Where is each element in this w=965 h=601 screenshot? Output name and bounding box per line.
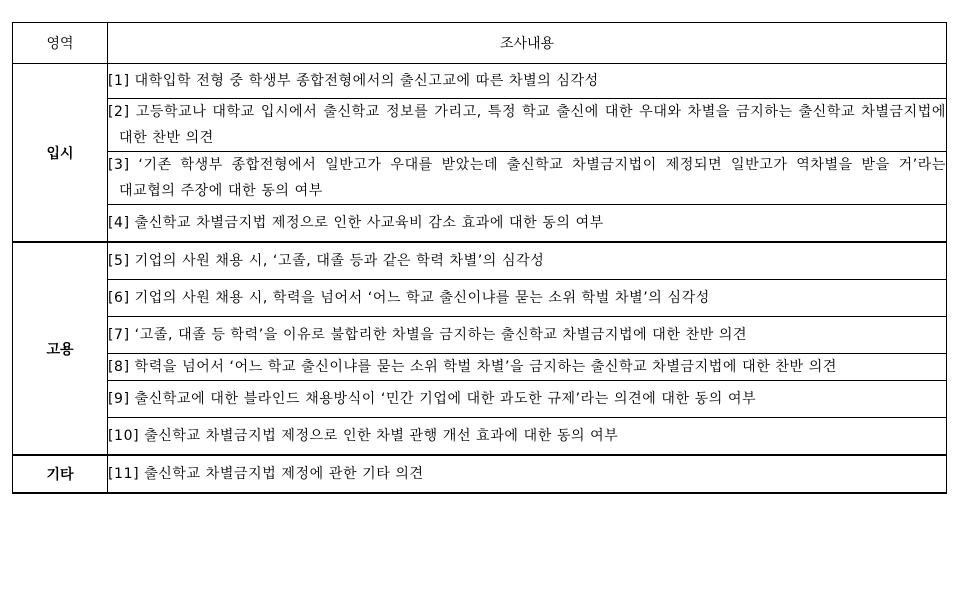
item-cell [108,280,947,317]
header-content: 조사내용 [108,23,947,64]
area-cell-employment: 고용 [13,242,108,455]
table-row [13,317,947,354]
item-cell [108,99,947,152]
table-row [13,242,947,280]
header-area: 영역 [13,23,108,64]
item-cell [108,317,947,354]
table-row [13,381,947,418]
item-cell [108,64,947,99]
table-row [13,64,947,99]
table-row [13,152,947,205]
item-text: [10] 출신학교 차별금지법 제정으로 인한 차별 관행 개선 효과에 대한 동의 여부 [108,428,619,444]
table-row [13,280,947,317]
item-text: [2] 고등학교나 대학교 입시에서 출신학교 정보를 가리고, 특정 학교 출신에 대한 우대와 차별을 금지하는 출신학교 차별금지법에 대한 찬반 의견 [108,104,946,146]
item-text: [6] 기업의 사원 채용 시, 학력을 넘어서 ‘어느 학교 출신이냐를 묻는 소위 학벌 차별’의 심각성 [108,290,710,306]
header-row [13,23,947,64]
item-cell [108,205,947,243]
item-text: [7] ‘고졸, 대졸 등 학력’을 이유로 불합리한 차별을 금지하는 출신학교 차별금지법에 대한 찬반 의견 [108,327,748,343]
item-text: [11] 출신학교 차별금지법 제정에 관한 기타 의견 [108,466,424,482]
table-row [13,205,947,243]
item-cell [108,418,947,456]
survey-table [12,22,947,494]
item-text: [8] 학력을 넘어서 ‘어느 학교 출신이냐를 묻는 소위 학벌 차별’을 금지하는 출신학교 차별금지법에 대한 찬반 의견 [108,359,837,375]
table-row [13,354,947,381]
item-text: [1] 대학입학 전형 중 학생부 종합전형에서의 출신고교에 따른 차별의 심각성 [108,73,599,89]
item-cell [108,381,947,418]
table-row [13,99,947,152]
item-text: [3] ‘기존 학생부 종합전형에서 일반고가 우대를 받았는데 출신학교 차별금지법이 제정되면 일반고가 역차별을 받을 거’라는 대교협의 주장에 대한 동의 여부 [108,157,946,199]
table-row [13,455,947,493]
table-row [13,418,947,456]
area-cell-other: 기타 [13,455,108,493]
item-text: [9] 출신학교에 대한 블라인드 채용방식이 ‘민간 기업에 대한 과도한 규제’라는 의견에 대한 동의 여부 [108,391,757,407]
item-cell [108,152,947,205]
item-text: [4] 출신학교 차별금지법 제정으로 인한 사교육비 감소 효과에 대한 동의 여부 [108,215,604,231]
area-cell-admission: 입시 [13,64,108,243]
item-text: [5] 기업의 사원 채용 시, ‘고졸, 대졸 등과 같은 학력 차별’의 심각성 [108,253,545,269]
item-cell [108,242,947,280]
item-cell [108,354,947,381]
item-cell [108,455,947,493]
